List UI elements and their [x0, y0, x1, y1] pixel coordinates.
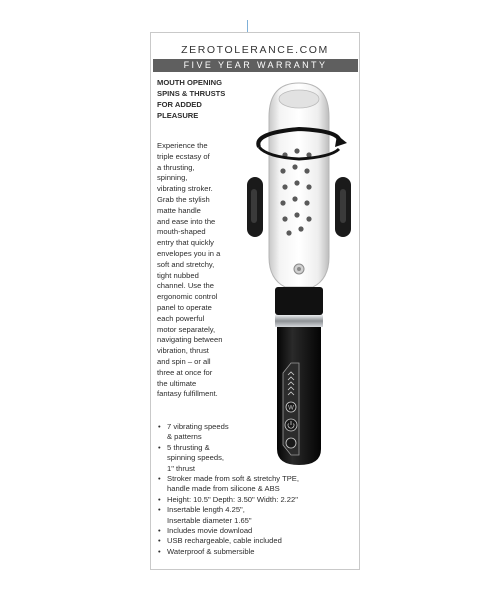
description-line: spinning,	[157, 173, 188, 183]
description-line: three at once for	[157, 367, 213, 377]
description-line: soft and stretchy,	[157, 259, 215, 269]
description-line: the ultimate	[157, 378, 197, 388]
feature-line: • Includes movie download	[167, 526, 253, 536]
description-line: panel to operate	[157, 302, 212, 312]
description-line: mouth-shaped	[157, 227, 206, 237]
description-line: vibration, thrust	[157, 346, 209, 356]
description-line: envelopes you in a	[157, 248, 221, 258]
feature-item	[157, 526, 357, 536]
feature-line: handle made from silicone & ABS	[167, 484, 280, 494]
headline-line: SPINS & THRUSTS	[157, 89, 226, 98]
description-line: fantasy fulfillment.	[157, 389, 218, 399]
description-line: tight nubbed	[157, 270, 199, 280]
description-line: ergonomic control	[157, 292, 218, 302]
description-line: triple ecstasy of	[157, 151, 210, 161]
chrome-ring	[275, 315, 323, 327]
feature-item	[157, 422, 357, 443]
feature-line: Insertable diameter 1.65"	[167, 515, 252, 525]
clear-sleeve	[269, 83, 329, 287]
description-line: entry that quickly	[157, 238, 214, 248]
description-line: a thrusting,	[157, 162, 195, 172]
feature-list	[157, 422, 357, 557]
upper-collar	[275, 287, 323, 315]
description-line: each powerful	[157, 313, 205, 323]
svg-text:W: W	[288, 405, 294, 412]
feature-line: • Height: 10.5" Depth: 3.50" Width: 2.22"	[167, 494, 298, 504]
description	[157, 141, 255, 400]
headline-line: PLEASURE	[157, 111, 199, 120]
feature-item	[157, 495, 357, 505]
description-line: Grab the stylish	[157, 194, 210, 204]
description-line: navigating between	[157, 335, 223, 345]
feature-line: 1" thrust	[167, 463, 196, 473]
side-grip-right	[335, 177, 351, 237]
packaging-panel	[150, 32, 360, 570]
description-line: channel. Use the	[157, 281, 214, 291]
feature-line: • Waterproof & submersible	[167, 546, 255, 556]
description-line: Experience the	[157, 141, 208, 150]
description-line: vibrating stroker.	[157, 184, 213, 194]
warranty-banner: FIVE YEAR WARRANTY	[153, 59, 358, 72]
feature-item	[157, 474, 357, 495]
feature-item	[157, 536, 357, 546]
feature-item	[157, 443, 357, 474]
description-line: and ease into the	[157, 216, 216, 226]
description-line: and spin – or all	[157, 356, 211, 366]
feature-line: • 7 vibrating speeds	[167, 422, 229, 431]
feature-item	[157, 547, 357, 557]
feature-line: spinning speeds,	[167, 453, 224, 463]
feature-line: • 5 thrusting &	[167, 442, 210, 452]
feature-item	[157, 505, 357, 526]
headline-line: MOUTH OPENING	[157, 78, 222, 87]
feature-line: • USB rechargeable, cable included	[167, 536, 282, 546]
product-image	[239, 77, 359, 467]
feature-line: • Insertable length 4.25",	[167, 505, 245, 515]
description-line: matte handle	[157, 205, 201, 215]
headline-line: FOR ADDED	[157, 100, 202, 109]
feature-line: & patterns	[167, 432, 202, 442]
site-url: ZEROTOLERANCE.COM	[181, 44, 329, 56]
description-line: motor separately,	[157, 324, 216, 334]
feature-line: • Stroker made from soft & stretchy TPE,	[167, 474, 299, 484]
